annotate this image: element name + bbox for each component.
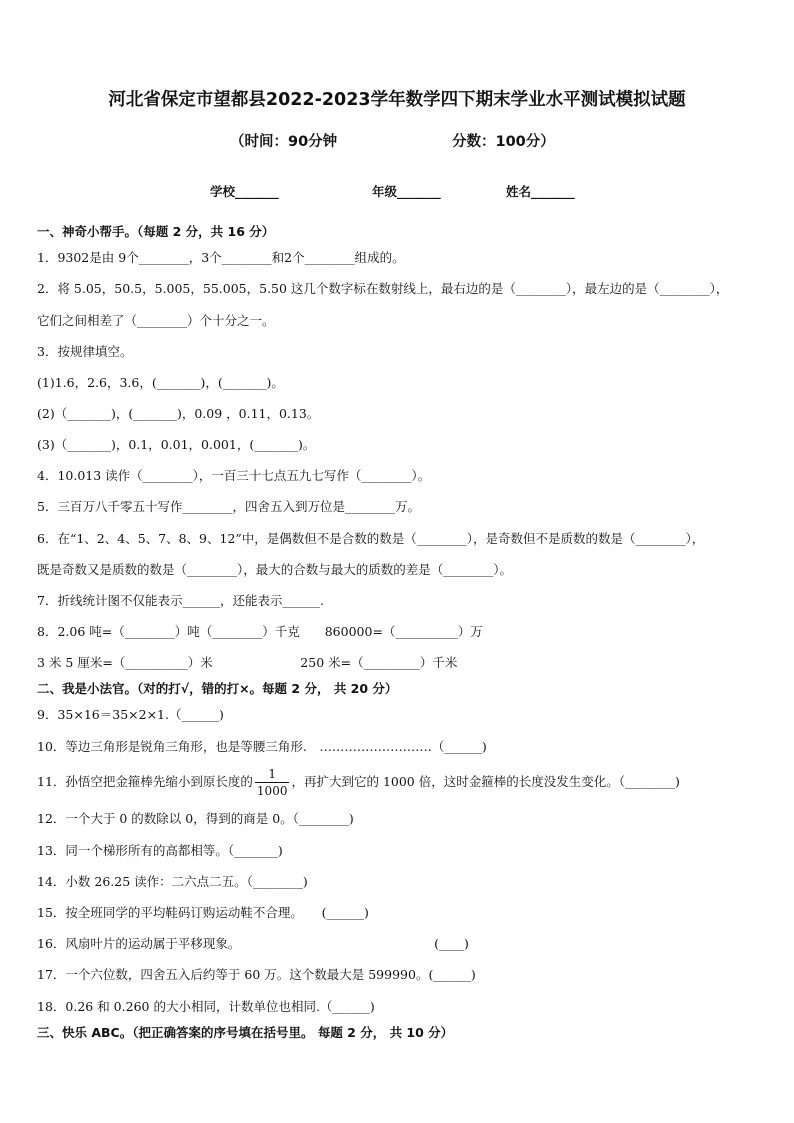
- section-3-heading: 三、快乐 ABC。（把正确答案的序号填在括号里。 每题 2 分， 共 10 分）: [37, 1025, 454, 1040]
- exam-subtitle: [0, 130, 794, 150]
- question-16: 16．风扇叶片的运动属于平移现象。 (____): [37, 936, 469, 951]
- question-4: 4．10.013 读作（________），一百三十七点五九七写作（________）。: [37, 468, 431, 483]
- student-info: [0, 182, 794, 202]
- question-6-line-1: 6．在“1、2、4、5、7、8、9、12”中，是偶数但不是合数的数是（________），是奇数但不是质数的数是（________），: [37, 531, 705, 546]
- question-13: 13．同一个梯形所有的高都相等。（_______): [37, 843, 283, 858]
- question-7: 7．折线统计图不仅能表示______，还能表示______.: [37, 593, 324, 608]
- question-11: [37, 764, 680, 800]
- name-field: 姓名_______: [506, 184, 575, 199]
- question-10: 10．等边三角形是锐角三角形，也是等腰三角形. ………………………（______): [37, 739, 487, 754]
- question-3-part-3: (3)（_______)，0.1，0.01，0.001，(_______)。: [37, 437, 316, 452]
- question-3-part-1: (1)1.6，2.6，3.6，(_______)，(_______)。: [37, 375, 284, 390]
- question-2-line-2: 它们之间相差了（________）个十分之一。: [37, 313, 275, 328]
- question-14: 14．小数 26.25 读作：二六点二五。（________): [37, 874, 308, 889]
- question-2-line-1: 2．将 5.05，50.5，5.005，55.005，5.50 这几个数字标在数射线上，最右边的是（________），最左边的是（________），: [37, 281, 729, 296]
- question-8-line-2: 3 米 5 厘米=（__________）米 250 米=（_________）千米: [37, 655, 458, 670]
- question-11-prefix: 11．孙悟空把金箍棒先缩小到原长度的: [37, 774, 253, 789]
- section-2-heading: 二、我是小法官。（对的打√，错的打×。每题 2 分， 共 20 分）: [37, 681, 398, 696]
- grade-field: 年级_______: [372, 184, 441, 199]
- exam-title: 河北省保定市望都县2022-2023学年数学四下期末学业水平测试模拟试题: [108, 90, 686, 110]
- question-8-line-1: 8．2.06 吨=（________）吨（________）千克 860000=（__________）万: [37, 624, 483, 639]
- school-field: 学校_______: [210, 184, 279, 199]
- question-15: 15．按全班同学的平均鞋码订购运动鞋不合理。 (______): [37, 905, 369, 920]
- question-5: 5．三百万八千零五十写作________，四舍五入到万位是________万。: [37, 499, 420, 514]
- question-17: 17．一个六位数，四舍五入后约等于 60 万。这个数最大是 599990。(______): [37, 967, 476, 982]
- exam-time: （时间：90分钟: [230, 134, 338, 150]
- question-18: 18．0.26 和 0.260 的大小相同，计数单位也相同.（______): [37, 999, 375, 1014]
- question-6-line-2: 既是奇数又是质数的数是（________），最大的合数与最大的质数的差是（________）。: [37, 562, 513, 577]
- question-9: 9．35×16＝35×2×1.（______): [37, 707, 224, 722]
- fraction-numerator: 1: [255, 766, 290, 783]
- question-11-suffix: ，再扩大到它的 1000 倍，这时金箍棒的长度没发生变化。（________): [291, 774, 680, 789]
- section-1-heading: 一、神奇小帮手。（每题 2 分，共 16 分）: [37, 224, 275, 239]
- question-1: 1．9302是由 9个________，3个________和2个________组成的。: [37, 250, 405, 265]
- question-3: 3．按规律填空。: [37, 344, 133, 359]
- question-3-part-2: (2)（_______)，(_______)，0.09 ，0.11，0.13。: [37, 406, 320, 421]
- exam-score: 分数：100分）: [452, 134, 555, 150]
- question-12: 12．一个大于 0 的数除以 0，得到的商是 0。（________): [37, 811, 354, 826]
- fraction-denominator: 1000: [256, 784, 288, 798]
- fraction-one-thousandth: [255, 766, 290, 799]
